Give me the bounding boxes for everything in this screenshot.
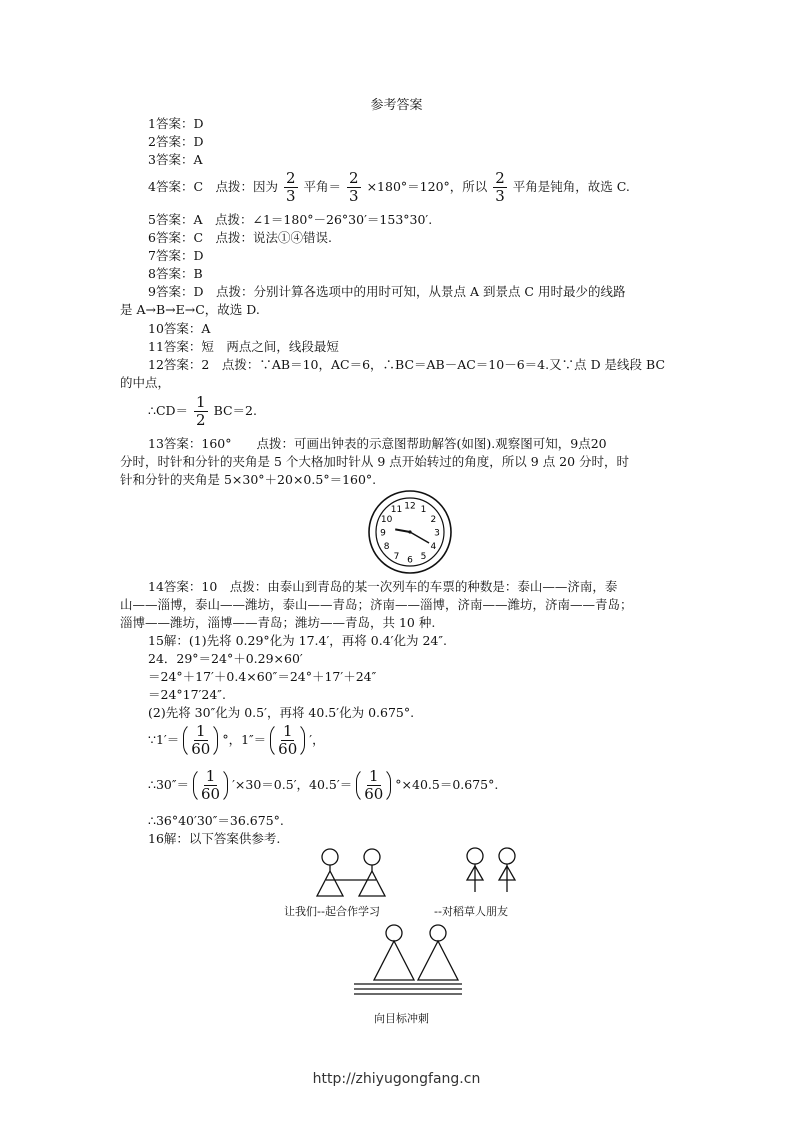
clock-numeral: 1 (420, 505, 427, 516)
body-triangle (359, 871, 385, 896)
fraction-numerator: 1 (282, 722, 293, 740)
answer-15-line-3: ＝24°＋17′＋0.4×60″＝24°＋17′＋24″ (148, 669, 377, 684)
answer-16: 16解：以下答案供参考. (148, 831, 281, 846)
fraction-denominator: 60 (201, 785, 221, 803)
fraction-numerator: 1 (196, 722, 206, 740)
equation-text: ∵1′＝ (148, 732, 180, 747)
fraction-one-sixtieth (199, 768, 222, 803)
equation-text: ′， (309, 732, 325, 747)
figure-caption-goal: 向目标冲刺 (374, 1012, 429, 1025)
clock-numeral: 4 (430, 542, 437, 552)
equation-text: ∴30″＝ (148, 777, 190, 792)
clock-numeral: 9 (380, 528, 386, 539)
head-circle (322, 849, 338, 865)
figure-caption-scarecrows: --对稻草人朋友 (434, 905, 508, 918)
answer-15-line-7 (148, 767, 498, 804)
parenthesized-fraction (270, 722, 305, 759)
clock-diagram (366, 490, 454, 574)
answer-4-mid: 平角＝ (303, 179, 342, 194)
fraction-denominator: 2 (196, 411, 206, 429)
fraction-denominator: 3 (286, 187, 296, 205)
fraction-one-sixtieth (362, 768, 385, 803)
answer-15-line-4: ＝24°17′24″. (148, 687, 226, 702)
answer-9-line-2: 是 A→B→E→C，故选 D. (120, 302, 260, 317)
answer-11: 11答案：短 两点之间，线段最短 (148, 339, 339, 354)
fraction-denominator: 60 (191, 740, 211, 758)
answer-3: 3答案：A (148, 152, 203, 167)
answer-2: 2答案：D (148, 134, 204, 149)
fraction-numerator: 2 (286, 169, 296, 187)
body-triangle (317, 871, 343, 896)
fraction-denominator: 3 (495, 187, 505, 205)
clock-numeral: 3 (434, 528, 440, 539)
fraction-denominator: 3 (349, 187, 359, 205)
fraction-one-sixtieth (276, 723, 299, 758)
fraction-one-sixtieth (189, 723, 212, 758)
clock-numeral: 11 (390, 505, 403, 516)
answer-9-line-1: 9答案：D 点拨：分别计算各选项中的用时可知，从景点 A 到景点 C 用时最少的线路 (148, 284, 626, 299)
answer-4-suffix: 平角是钝角，故选 C. (512, 179, 630, 194)
footer-url: http://zhiyugongfang.cn (312, 1071, 481, 1087)
fraction-numerator: 2 (349, 169, 359, 187)
hour-hand (395, 529, 410, 532)
parenthesized-fraction (356, 767, 391, 804)
fraction-two-thirds (347, 170, 361, 205)
clock-numeral: 6 (407, 555, 413, 566)
minute-hand (410, 532, 429, 543)
answer-12-line-3 (148, 394, 257, 429)
answer-13-line-2: 分时，时针和分针的夹角是 5 个大格加时针从 9 点开始转过的角度，所以 9 点 20 分时，时 (120, 454, 630, 469)
answer-12-prefix: ∴CD＝ (148, 403, 189, 418)
fraction-denominator: 60 (278, 740, 298, 758)
fraction-denominator: 60 (364, 785, 384, 803)
answer-7: 7答案：D (148, 248, 204, 263)
head-circle (386, 925, 402, 941)
page-title: 参考答案 (370, 98, 423, 113)
figure-caption-cooperation: 让我们--起合作学习 (284, 905, 380, 918)
head-circle (364, 849, 380, 865)
answer-4-prefix: 4答案：C 点拨：因为 (148, 179, 279, 194)
answer-12-suffix: BC＝2. (213, 403, 257, 418)
head-circle (467, 848, 483, 864)
answer-1: 1答案：D (148, 116, 204, 131)
fraction-two-thirds (284, 170, 298, 205)
fraction-numerator: 2 (495, 169, 505, 187)
fraction-numerator: 1 (205, 767, 216, 785)
answer-12-line-2: 的中点， (120, 375, 171, 390)
clock-numeral: 10 (380, 515, 393, 525)
equation-text: °，1″＝ (222, 732, 267, 747)
equation-text: ′×30＝0.5′，40.5′＝ (232, 777, 353, 792)
answer-14-line-1: 14答案：10 点拨：由泰山到青岛的某一次列车的车票的种数是：泰山——济南，泰 (148, 579, 618, 594)
body-triangle (374, 941, 414, 980)
answer-4-mid: ×180°＝120°，所以 (366, 179, 488, 194)
answer-15-line-2: 24．29°＝24°＋0.29×60′ (148, 651, 303, 666)
answer-15-line-6 (148, 722, 325, 759)
answer-13-line-1: 13答案：160° 点拨：可画出钟表的示意图帮助解答(如图).观察图可知，9点20 (148, 436, 607, 451)
answer-12-line-1: 12答案：2 点拨：∵AB＝10，AC＝6，∴BC＝AB－AC＝10－6＝4.又∵点 D 是线段 BC (148, 357, 666, 372)
clock-numeral: 2 (430, 515, 437, 525)
equation-text: °×40.5＝0.675°. (395, 777, 499, 792)
answer-14-line-3: 淄博——潍坊，淄博——青岛；潍坊——青岛，共 10 种. (120, 615, 436, 630)
parenthesized-fraction (193, 767, 228, 804)
answer-6: 6答案：C 点拨：说法①④错误. (148, 230, 332, 245)
answer-15-line-8: ∴36°40′30″＝36.675°. (148, 813, 284, 828)
clock-center (408, 530, 411, 533)
fraction-numerator: 1 (368, 767, 379, 785)
figure-scarecrows (460, 846, 524, 896)
answer-4 (148, 170, 630, 205)
figure-cooperation (312, 846, 392, 902)
clock-numeral: 12 (404, 501, 416, 512)
head-circle (499, 848, 515, 864)
body-triangle (418, 941, 458, 980)
parenthesized-fraction (183, 722, 218, 759)
fraction-two-thirds (493, 170, 507, 205)
fraction-one-half (194, 394, 208, 429)
answer-5: 5答案：A 点拨：∠1＝180°－26°30′＝153°30′. (148, 212, 433, 227)
answer-15-line-1: 15解：(1)先将 0.29°化为 17.4′，再将 0.4′化为 24″. (148, 633, 448, 648)
clock-numeral: 8 (383, 542, 390, 552)
answer-8: 8答案：B (148, 266, 203, 281)
answer-15-line-5: (2)先将 30″化为 0.5′，再将 40.5′化为 0.675°. (148, 705, 415, 720)
clock-numeral: 7 (393, 551, 400, 562)
answer-13-line-3: 针和分针的夹角是 5×30°＋20×0.5°＝160°. (120, 472, 377, 487)
clock-numeral: 5 (420, 551, 427, 562)
answer-10: 10答案：A (148, 321, 211, 336)
answer-14-line-2: 山——淄博，泰山——潍坊，泰山——青岛；济南——淄博，济南——潍坊，济南——青岛； (120, 597, 633, 612)
fraction-numerator: 1 (196, 393, 206, 411)
figure-goal (352, 922, 464, 996)
head-circle (430, 925, 446, 941)
